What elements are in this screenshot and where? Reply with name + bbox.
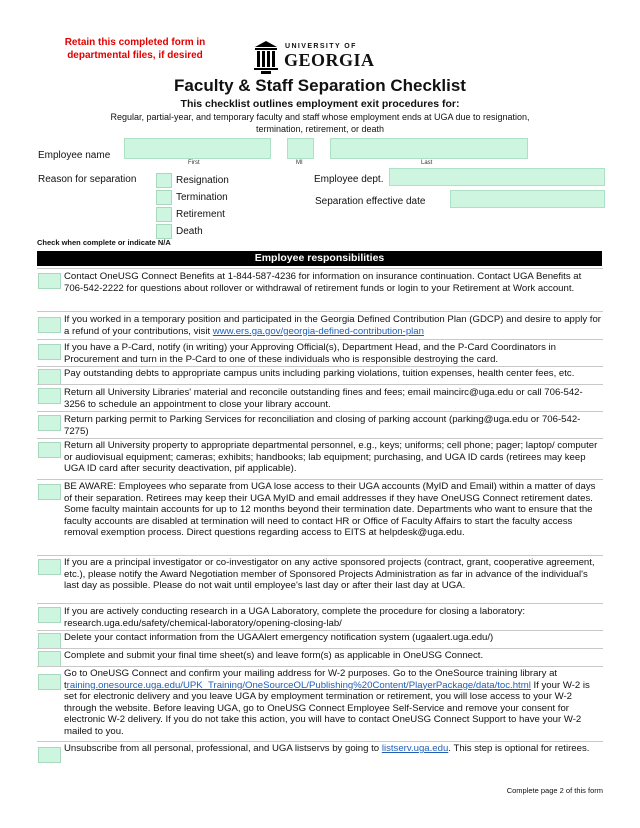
item-checkbox[interactable]: [38, 388, 61, 404]
checklist-item: [37, 603, 603, 630]
resignation-checkbox[interactable]: [156, 173, 172, 188]
checklist-item: [37, 339, 603, 366]
check-hint: Check when complete or indicate N/A: [37, 238, 171, 247]
footer-note: Complete page 2 of this form: [506, 786, 603, 795]
termination-label: Termination: [176, 192, 228, 203]
effective-date-field[interactable]: [450, 190, 605, 208]
retirement-checkbox[interactable]: [156, 207, 172, 222]
item-checkbox[interactable]: [38, 484, 61, 500]
item-text: If you have a P-Card, notify (in writing) your Approving Official(s), Department Head, and the P-Card Coordinators in Procurement and turn in the P-Card to one of these individuals who is responsible destroying the card.: [64, 342, 556, 365]
death-checkbox[interactable]: [156, 224, 172, 239]
item-checkbox[interactable]: [38, 633, 61, 649]
section-banner: Employee responsibilities: [37, 251, 602, 266]
checklist-item: [37, 630, 603, 648]
mi-hint: MI: [296, 160, 303, 166]
checklist-item: [37, 366, 603, 384]
logo-university-of: UNIVERSITY OF: [285, 43, 357, 50]
death-label: Death: [176, 226, 203, 237]
item-text: Delete your contact information from the UGAAlert emergency notification system (ugaalert.uga.edu/): [64, 632, 494, 643]
resignation-label: Resignation: [176, 175, 229, 186]
item-checkbox[interactable]: [38, 747, 61, 763]
item-text: If you are actively conducting research in a UGA Laboratory, complete the procedure for closing a laboratory: research.uga.edu/safety/chemical-laboratory/opening-closing-lab/: [64, 606, 526, 629]
reason-label: Reason for separation: [38, 174, 137, 185]
page-title: Faculty & Staff Separation Checklist: [174, 76, 466, 95]
item-checkbox[interactable]: [38, 344, 61, 360]
page-description: Regular, partial-year, and temporary faculty and staff whose employment ends at UGA due to resignation, termination, retirement, or death: [110, 112, 530, 134]
item-checkbox[interactable]: [38, 369, 61, 385]
item-text: Return all University property to appropriate departmental personnel, e.g., keys; uniforms; cell phone; pager; laptop/ computer or audiovisual equipment; cameras; exhibits; handbooks; lab equipment; purchasing, and UGA ID cards (retirees may keep UGA ID card after security deactivation, pif applicable).: [64, 440, 598, 475]
checklist-item: [37, 438, 603, 479]
dept-label: Employee dept.: [314, 174, 384, 185]
checklist-item: [37, 741, 603, 769]
checklist-item: [37, 311, 603, 339]
page-subtitle: This checklist outlines employment exit procedures for:: [180, 98, 460, 110]
checklist-item: [37, 666, 603, 741]
checklist-item: [37, 479, 603, 555]
checklist-item: [37, 384, 603, 411]
checklist-item: [37, 648, 603, 666]
item-text: Contact OneUSG Connect Benefits at 1-844-587-4236 for information on insurance continuation. Contact UGA Benefits at 706-542-2222 for questions about rollover or withdrawal of retirement funds or login to your Retirement at Work account.: [64, 271, 582, 294]
dept-field[interactable]: [389, 168, 605, 186]
arch-icon: [253, 39, 279, 75]
item-link[interactable]: www.ers.ga.gov/georgia-defined-contribution-plan: [212, 325, 424, 337]
item-text: Complete and submit your final time sheet(s) and leave form(s) as applicable in OneUSG Connect.: [64, 650, 484, 661]
employee-name-label: Employee name: [38, 150, 111, 161]
item-checkbox[interactable]: [38, 674, 61, 690]
checklist-item: [37, 268, 603, 311]
item-checkbox[interactable]: [38, 607, 61, 623]
middle-initial-field[interactable]: [287, 138, 314, 159]
checklist-item: [37, 555, 603, 603]
last-name-field[interactable]: [330, 138, 528, 159]
item-link[interactable]: raining.onesource.uga.edu/UPK_Training/OneSourceOL/Publishing%20Content/PlayerPackage/data/toc.html: [66, 679, 531, 691]
first-name-field[interactable]: [124, 138, 271, 159]
item-text: Go to OneUSG Connect and confirm your mailing address for W-2 purposes. Go to the OneSource training library at training.onesource.uga.edu/UPK_Training/OneSourceOL/Publishing%20Content/PlayerPackage/data/toc.html If your W-2 is set for electronic delivery and you leave UGA by employment termination or retirement, you will lose access to your W-2 through the website. Before leaving UGA, go to OneUSG Connect Employee Self-Service and remove your consent for electronic W-2 delivery. If you do not take this action, you will have to contact OneUSG Connect Support to have your W-2 mailed to you.: [64, 668, 590, 737]
item-checkbox[interactable]: [38, 442, 61, 458]
item-text: Return parking permit to Parking Services for reconciliation and closing of parking account (parking@uga.edu or 706-542-7275): [64, 414, 581, 437]
effective-date-label: Separation effective date: [315, 196, 426, 207]
item-link[interactable]: listserv.uga.edu: [381, 743, 449, 754]
item-text: Return all University Libraries' material and reconcile outstanding fines and fees; email maincirc@uga.edu or call 706-542-3256 to schedule an appointment to close your library account.: [64, 387, 583, 410]
item-checkbox[interactable]: [38, 317, 61, 333]
termination-checkbox[interactable]: [156, 190, 172, 205]
retirement-label: Retirement: [176, 209, 225, 220]
item-checkbox[interactable]: [38, 651, 61, 667]
item-checkbox[interactable]: [38, 559, 61, 575]
item-text: If you are a principal investigator or co-investigator on any active sponsored projects (contract, grant, cooperative agreement, etc.), please notify the Award Negotiation member of Sponsored Projects Administration as far in advance of the individual's last day as possible. Please do not wait until employee's last day or after their last day at UGA.: [64, 557, 595, 592]
item-checkbox[interactable]: [38, 415, 61, 431]
retain-notice: Retain this completed form in departmental files, if desired: [64, 37, 206, 61]
item-text: Pay outstanding debts to appropriate campus units including parking violations, tuition expenses, health center fees, etc.: [64, 368, 575, 379]
item-text: BE AWARE: Employees who separate from UGA lose access to their UGA accounts (MyID and Email) within a matter of days of their separation. Retirees may keep their UGA MyID and email addresses if they have OneUSG Connect retirement dates. Some faculty maintain accounts for up to 12 months beyond their termination date. Departments who want to ensure that the faculty accounts are disabled at termination will need to contact HR or Office of Faculty Affairs to start the faculty access removal exemption process. Direct questions regarding access to EITS at helpdesk@uga.edu.: [64, 481, 596, 539]
item-text: Unsubscribe from all personal, professional, and UGA listservs by going to listserv.uga.edu. This step is optional for retirees.: [64, 743, 590, 754]
first-hint: First: [188, 160, 200, 166]
item-text: If you worked in a temporary position and participated in the Georgia Defined Contribution Plan (GDCP) and desire to apply for a refund of your contributions, visit www.ers.ga.gov/georgia-defined-contribution-plan: [64, 314, 602, 337]
item-checkbox[interactable]: [38, 273, 61, 289]
last-hint: Last: [421, 160, 433, 166]
checklist-item: [37, 411, 603, 438]
logo-georgia: GEORGIA: [284, 50, 375, 70]
